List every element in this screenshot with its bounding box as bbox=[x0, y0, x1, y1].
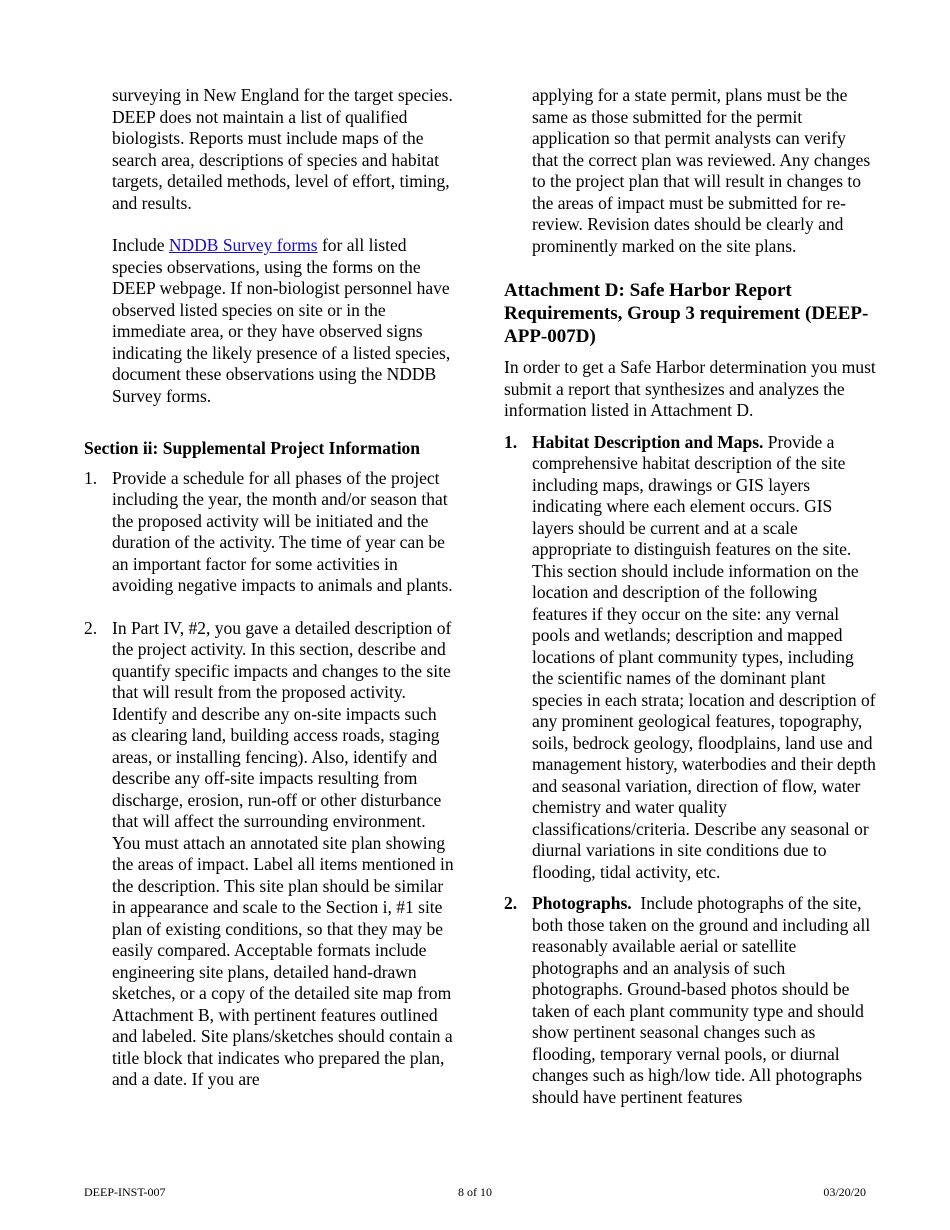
nddb-prefix: Include bbox=[112, 235, 169, 255]
list-number: 1. bbox=[504, 431, 518, 452]
list-item bbox=[84, 618, 454, 1091]
left-column bbox=[84, 85, 454, 1091]
list-item bbox=[504, 893, 876, 1108]
list-number: 1. bbox=[84, 467, 98, 488]
attachment-d-intro: In order to get a Safe Harbor determination you must submit a report that synthesizes and analyzes the information listed in Attachment D. bbox=[504, 357, 876, 420]
paragraph-survey-continuation: surveying in New England for the target species. DEEP does not maintain a list of qualified biologists. Reports must include maps of the search area, descriptions of species and habitat targets, detailed methods, level of effort, timing, and results. bbox=[112, 85, 453, 213]
paragraph-nddb-forms bbox=[84, 235, 454, 407]
list-item-text: In Part IV, #2, you gave a detailed description of the project activity. In this section, describe and quantify specific impacts and changes to the site that will result from the proposed activity. Identify and describe any on-site impacts such as clearing land, building access roads, staging areas, or installing fencing). Also, identify and describe any off-site impacts resulting from discharge, erosion, run-off or other disturbance that will affect the surrounding environment. You must attach an annotated site plan showing the areas of impact. Label all items mentioned in the description. This site plan should be similar in appearance and scale to the Section i, #1 site plan of existing conditions, so that they may be easily compared. Acceptable formats include engineering site plans, detailed hand-drawn sketches, or a copy of the detailed site map from Attachment B, with pertinent features outlined and labeled. Site plans/sketches should contain a title block that indicates who prepared the plan, and a date. If you are bbox=[112, 617, 454, 1089]
nddb-suffix: for all listed species observations, using the forms on the DEEP webpage. If non-biologist personnel have observed listed species on site or in the immediate area, or they have observed signs indicating the likely presence of a listed species, document these observations using the NDDB Survey forms. bbox=[112, 235, 451, 406]
footer-page-number: 8 of 10 bbox=[458, 1185, 492, 1199]
list-item-title: Habitat Description and Maps. bbox=[532, 431, 764, 452]
list-item-body bbox=[532, 893, 876, 1108]
list-item bbox=[504, 432, 876, 884]
paragraph-permit-continuation: applying for a state permit, plans must be the same as those submitted for the permit application so that permit analysts can verify that the correct plan was reviewed. Any changes to the project plan that will result in changes to the areas of impact must be submitted for re-review. Revision dates should be clearly and prominently marked on the site plans. bbox=[532, 85, 871, 256]
list-number: 2. bbox=[504, 893, 518, 913]
list-item-text: Provide a schedule for all phases of the project including the year, the month and/or season that the proposed activity will be initiated and the duration of the activity. The time of year can be an important factor for some activities in avoiding negative impacts to animals and plants. bbox=[112, 467, 453, 595]
footer-doc-id: DEEP-INST-007 bbox=[84, 1185, 166, 1199]
section-ii-heading: Section ii: Supplemental Project Information bbox=[84, 438, 421, 458]
list-item-title: Photographs. bbox=[532, 893, 632, 913]
nddb-survey-forms-link[interactable]: NDDB Survey forms bbox=[168, 235, 318, 255]
list-item bbox=[84, 468, 454, 597]
footer-date: 03/20/20 bbox=[823, 1185, 866, 1199]
right-column bbox=[504, 85, 876, 1108]
list-item-text: Provide a comprehensive habitat description of the site including maps, drawings or GIS layers indicating where each element occurs. GIS layers should be current and at a scale appropriate to distinguish features on the site. This section should include information on the location and description of the following features if they occur on the site: any vernal pools and wetlands; description and mapped locations of plant community types, including the scientific names of the dominant plant species in each strata; location and description of any prominent geological features, topography, soils, bedrock geology, floodplains, land use and management history, waterbodies and their depth and seasonal variation, direction of flow, water chemistry and water quality classifications/criteria. Describe any seasonal or diurnal variations in site conditions due to flooding, tidal activity, etc. bbox=[532, 431, 876, 882]
list-item-text: Include photographs of the site, both those taken on the ground and including all reasonably available aerial or satellite photographs and an analysis of such photographs. Ground-based photos should be taken of each plant community type and should show pertinent seasonal changes such as flooding, temporary vernal pools, or diurnal changes such as high/low tide. All photographs should have pertinent features bbox=[532, 893, 875, 1107]
list-item-body bbox=[532, 432, 876, 884]
list-number: 2. bbox=[84, 617, 98, 638]
attachment-d-heading: Attachment D: Safe Harbor Report Requirements, Group 3 requirement (DEEP-APP-007D) bbox=[504, 280, 869, 347]
